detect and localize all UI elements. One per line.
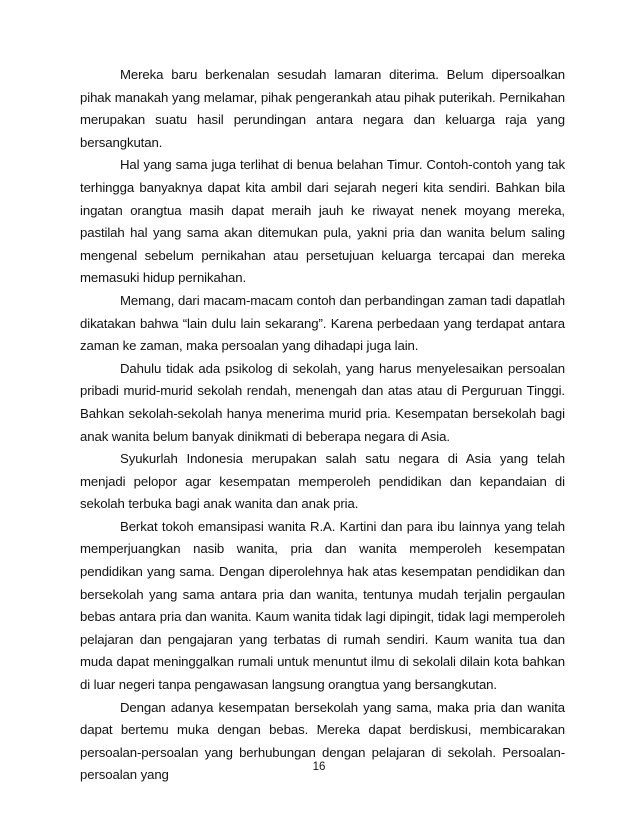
paragraph-3: Memang, dari macam-macam contoh dan perbandingan zaman tadi dapatlah dikatakan bahwa “lain dulu lain sekarang”. Karena perbedaan yang terdapat antara zaman ke zaman, maka persoalan yang dihadapi juga lain. [80, 292, 565, 354]
body-text [80, 64, 565, 787]
page-number: 16 [312, 761, 326, 773]
paragraph-2: Hal yang sama juga terlihat di benua belahan Timur. Contoh-contoh yang tak terhingga banyaknya dapat kita ambil dari sejarah negeri kita sendiri. Bahkan bila ingatan orangtua masih dapat meraih jauh ke riwayat nenek moyang mereka, pastilah hal yang sama akan ditemukan pula, yakni pria dan wanita belum saling mengenal sebelum pernikahan atau persetujuan keluarga tercapai dan mereka memasuki hidup pernikahan. [80, 157, 565, 286]
paragraph-6: Berkat tokoh emansipasi wanita R.A. Kartini dan para ibu lainnya yang telah memperjuangkan nasib wanita, pria dan wanita memperoleh kesempatan pendidikan yang sama. Dengan diperolehnya hak atas kesempatan pendidikan dan bersekolah yang sama antara pria dan wanita, tentunya mudah terjalin pergaulan bebas antara pria dan wanita. Kaum wanita tidak lagi dipingit, tidak lagi memperoleh pelajaran dan pengajaran yang terbatas di rumah sendiri. Kaum wanita tua dan muda dapat meninggalkan rumali untuk menuntut ilmu di sekolali dilain kota bahkan di luar negeri tanpa pengawasan langsung orangtua yang bersangkutan. [80, 518, 565, 693]
paragraph-5: Syukurlah Indonesia merupakan salah satu negara di Asia yang telah menjadi pelopor agar kesempatan memperoleh pendidikan dan kepandaian di sekolah terbuka bagi anak wanita dan anak pria. [80, 451, 565, 512]
paragraph-4: Dahulu tidak ada psikolog di sekolah, yang harus menyelesaikan persoalan pribadi murid-murid sekolah rendah, menengah dan atas atau di Perguruan Tinggi. Bahkan sekolah-sekolah hanya menerima murid pria. Kesempatan bersekolah bagi anak wanita belum banyak dinikmati di beberapa negara di Asia. [80, 360, 565, 444]
paragraph-1: Mereka baru berkenalan sesudah lamaran diterima. Belum dipersoalkan pihak manakah yang melamar, pihak pengerankah atau pihak puterikah. Pernikahan merupakan suatu hasil perundingan antara negara dan keluarga raja yang bersangkutan. [80, 67, 565, 150]
paragraph-7: Dengan adanya kesempatan bersekolah yang sama, maka pria dan wanita dapat bertemu muka dengan bebas. Mereka dapat berdiskusi, membicarakan persoalan-persoalan yang berhubungan dengan pelajaran di sekolah. Persoalan-persoalan yang [80, 699, 565, 783]
